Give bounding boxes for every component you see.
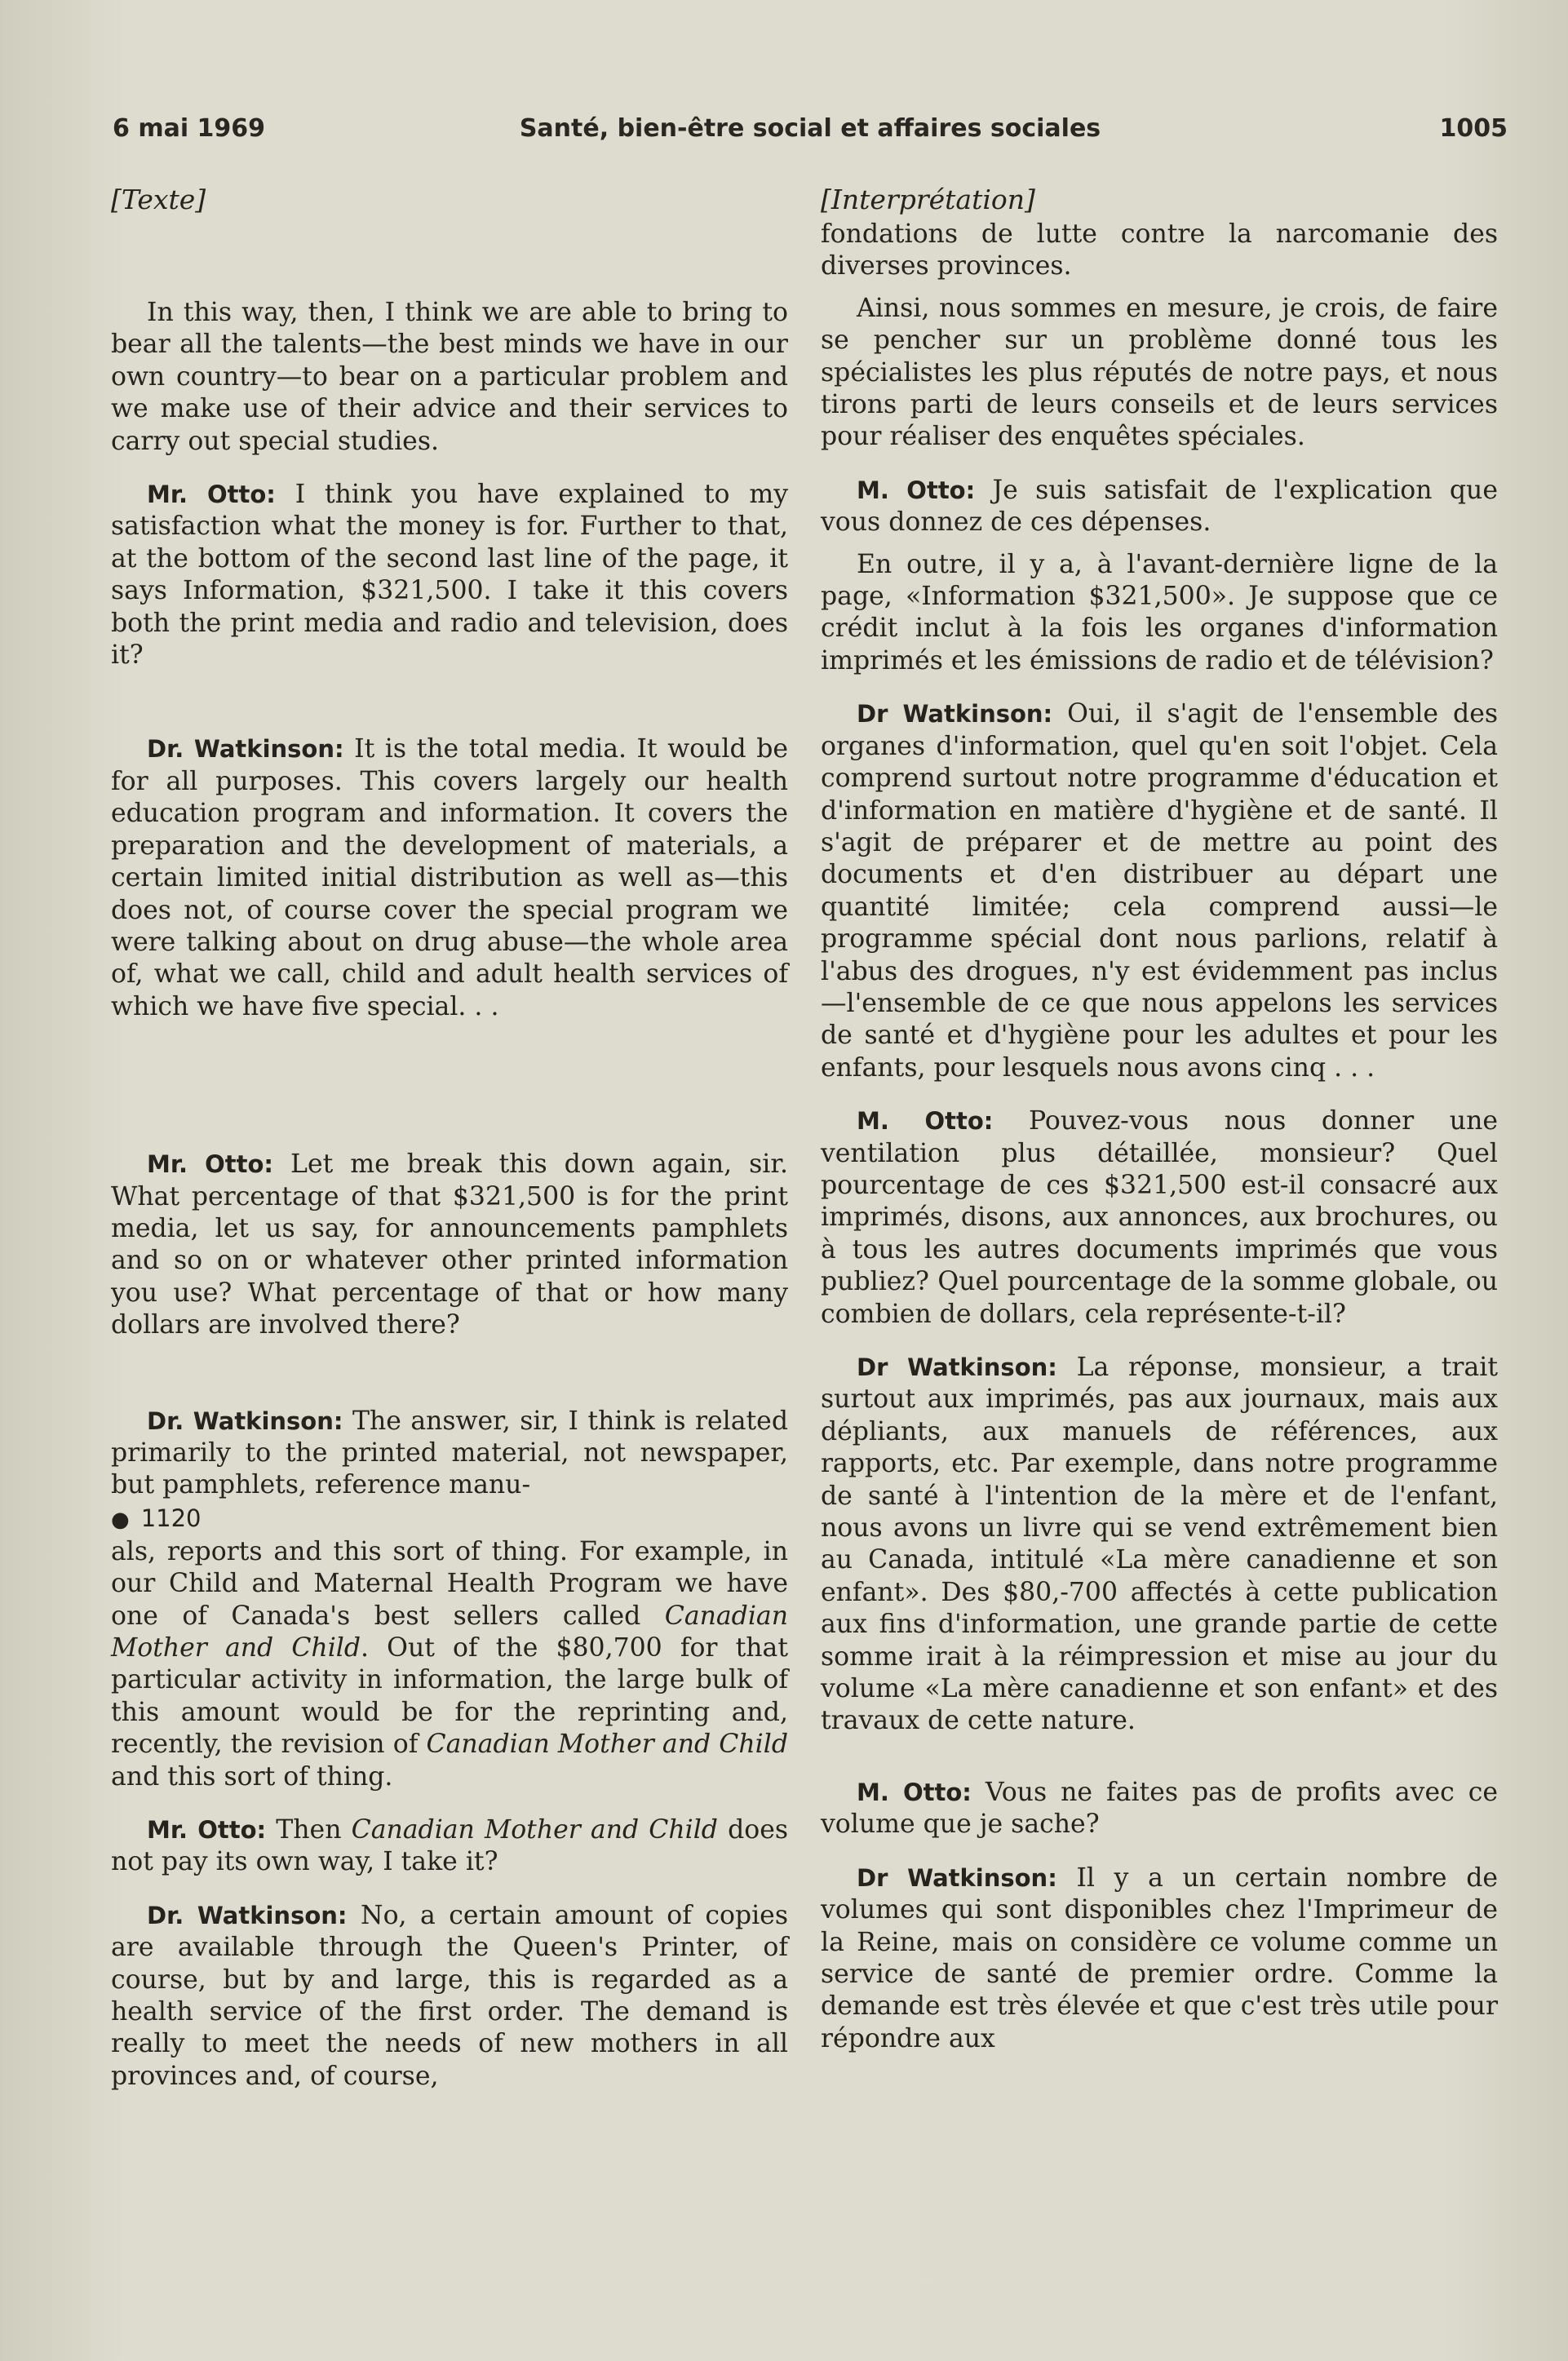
speaker-paragraph: [111, 1149, 788, 1341]
time-marker-text: 1120: [140, 1504, 202, 1532]
speaker-name: Dr Watkinson:: [857, 1863, 1057, 1892]
speaker-paragraph: [821, 698, 1498, 1084]
speaker-name: Mr. Otto:: [147, 481, 276, 509]
speech-text: La réponse, monsieur, a trait surtout aux imprimés, pas aux journaux, mais aux dépliants, aux manuels de références, aux rapports, etc. Par exemple, dans notre programme de santé à l'intention de la mère et de l'enfant, nous avons un livre qui se vend extrêmement bien au Canada, intitulé «La mère canadienne et son enfant». Des $80,-700 affectés à cette publication aux fins d'information, une grande partie de cette somme irait à la réimpression et mise au jour du volume «La mère canadienne et son enfant» et des travaux de cette nature.: [821, 1353, 1498, 1736]
speaker-paragraph: [821, 475, 1498, 539]
speaker-paragraph: [111, 733, 788, 1023]
book-title: Canadian Mother and Child: [426, 1730, 789, 1760]
speech-text: Je suis satisfait de l'explication que vous donnez de ces dépenses.: [821, 475, 1498, 538]
speech-text: does not pay its own way, I take it?: [111, 1815, 789, 1877]
paragraph-text: fondations de lutte contre la narcomanie des diverses provinces.: [821, 219, 1498, 281]
french-column: [821, 181, 1498, 2055]
bullet-dot-icon: ●: [111, 1507, 130, 1532]
column-label-interpretation: [Interprétation]: [821, 184, 1035, 215]
speaker-paragraph: [821, 1863, 1498, 2055]
paragraph: [111, 297, 788, 458]
speech-text: Vous ne faites pas de profits avec ce volume que je sache?: [821, 1777, 1499, 1840]
header-date: 6 mai 1969: [113, 114, 266, 143]
speaker-paragraph: [111, 479, 788, 671]
speaker-name: M. Otto:: [857, 1107, 994, 1136]
page-number: 1005: [1439, 114, 1508, 143]
speaker-name: Dr. Watkinson:: [147, 735, 344, 764]
book-title: Canadian Mother and Child: [351, 1815, 718, 1845]
column-label-texte: [Texte]: [111, 184, 206, 215]
speech-text: Pouvez-vous nous donner une ventilation plus détaillée, monsieur? Quel pourcentage de ces $321,500 est-il consacré aux imprimés, disons, aux annonces, aux brochures, ou à tous les autres documents imprimés que vous publiez? Quel pourcentage de la somme globale, ou combien de dollars, cela représente-t-il?: [821, 1106, 1498, 1329]
speaker-name: Dr. Watkinson:: [147, 1406, 343, 1435]
paragraph-text: als, reports and this sort of thing. For example, in our Child and Maternal Health Program we have one of Canada's best sellers called: [111, 1536, 788, 1631]
time-marker: [111, 1502, 788, 1536]
speaker-name: M. Otto:: [857, 476, 976, 504]
paragraph-text: En outre, il y a, à l'avant-dernière ligne de la page, «Information $321,500». Je suppose que ce crédit inclut à la fois les organes d'information imprimés et les émissions de radio et de télévision?: [821, 549, 1498, 676]
speaker-paragraph: [821, 1352, 1498, 1738]
speaker-paragraph: [111, 1814, 788, 1879]
paragraph: [821, 549, 1498, 678]
page-header: [113, 114, 1508, 150]
speaker-name: M. Otto:: [857, 1778, 972, 1806]
speech-text: Then: [276, 1815, 352, 1845]
paragraph-text: Ainsi, nous sommes en mesure, je crois, de faire se pencher sur un problème donné tous les spécialistes les plus réputés de notre pays, et nous tirons parti de leurs conseils et de leurs services pour réaliser des enquêtes spéciales.: [821, 293, 1498, 452]
speech-text: Oui, il s'agit de l'ensemble des organes d'information, quel qu'en soit l'objet. Cela comprend surtout notre programme d'éducation et d'information en matière d'hygiène et de santé. Il s'agit de préparer et de mettre au point des documents et d'en distribuer au départ une quantité limitée; cela comprend aussi—le programme spécial dont nous parlions, relatif à l'abus des drogues, n'y est évidemment pas inclus—l'ensemble de ce que nous appelons les services de santé et d'hygiène pour les adultes et pour les enfants, pour lesquels nous avons cinq . . .: [821, 699, 1499, 1083]
paragraph-text: and this sort of thing.: [111, 1761, 393, 1792]
paragraph: [821, 219, 1498, 283]
speech-text: No, a certain amount of copies are available through the Queen's Printer, of course, but by and large, this is regarded as a health service of the first order. The demand is really to meet the needs of new mothers in all provinces and, of course,: [111, 1900, 788, 2091]
book-title: Canadian Mother and Child: [111, 1601, 788, 1663]
speaker-paragraph: [111, 1406, 788, 1502]
speaker-name: Dr Watkinson:: [857, 700, 1053, 729]
paragraph-text: In this way, then, I think we are able to bring to bear all the talents—the best minds we have in our own country—to bear on a particular problem and we make use of their advice and their services to carry out special studies.: [111, 298, 788, 456]
speech-text: Let me break this down again, sir. What percentage of that $321,500 is for the print media, let us say, for announcements pamphlets and so on or whatever other printed information you use? What percentage of that or how many dollars are involved there?: [111, 1149, 788, 1340]
speech-text: It is the total media. It would be for all purposes. This covers largely our health education program and information. It covers the preparation and the development of materials, a certain limited initial distribution as well as—this does not, of course cover the special program we were talking about on drug abuse—the whole area of, what we call, child and adult health services of which we have five special. . .: [111, 734, 789, 1021]
header-title: Santé, bien-être social et affaires sociales: [519, 114, 1101, 143]
paragraph: [821, 293, 1498, 454]
paragraph-text: . Out of the $80,700 for that particular activity in information, the large bulk of this amount would be for the reprinting and, recently, the revision of: [111, 1633, 788, 1760]
speaker-name: Mr. Otto:: [147, 1150, 274, 1179]
speaker-paragraph: [111, 1900, 788, 2093]
speech-text: Il y a un certain nombre de volumes qui sont disponibles chez l'Imprimeur de la Reine, mais on considère ce volume comme un service de santé de premier ordre. Comme la demande est très élevée et que c'est très utile pour répondre aux: [821, 1863, 1499, 2053]
speaker-paragraph: [821, 1105, 1498, 1331]
speech-text: I think you have explained to my satisfaction what the money is for. Further to that, at the bottom of the second last line of the page, it says Information, $321,500. I take it this covers both the print media and radio and television, does it?: [111, 480, 788, 671]
speaker-paragraph: [821, 1777, 1498, 1841]
english-column: [111, 181, 788, 2093]
speech-text: The answer, sir, I think is related primarily to the printed material, not newspaper, but pamphlets, reference manu-: [111, 1406, 788, 1500]
speaker-name: Dr. Watkinson:: [147, 1901, 348, 1929]
paragraph: [111, 1536, 788, 1793]
speaker-name: Dr Watkinson:: [857, 1353, 1057, 1381]
speaker-name: Mr. Otto:: [147, 1816, 267, 1845]
